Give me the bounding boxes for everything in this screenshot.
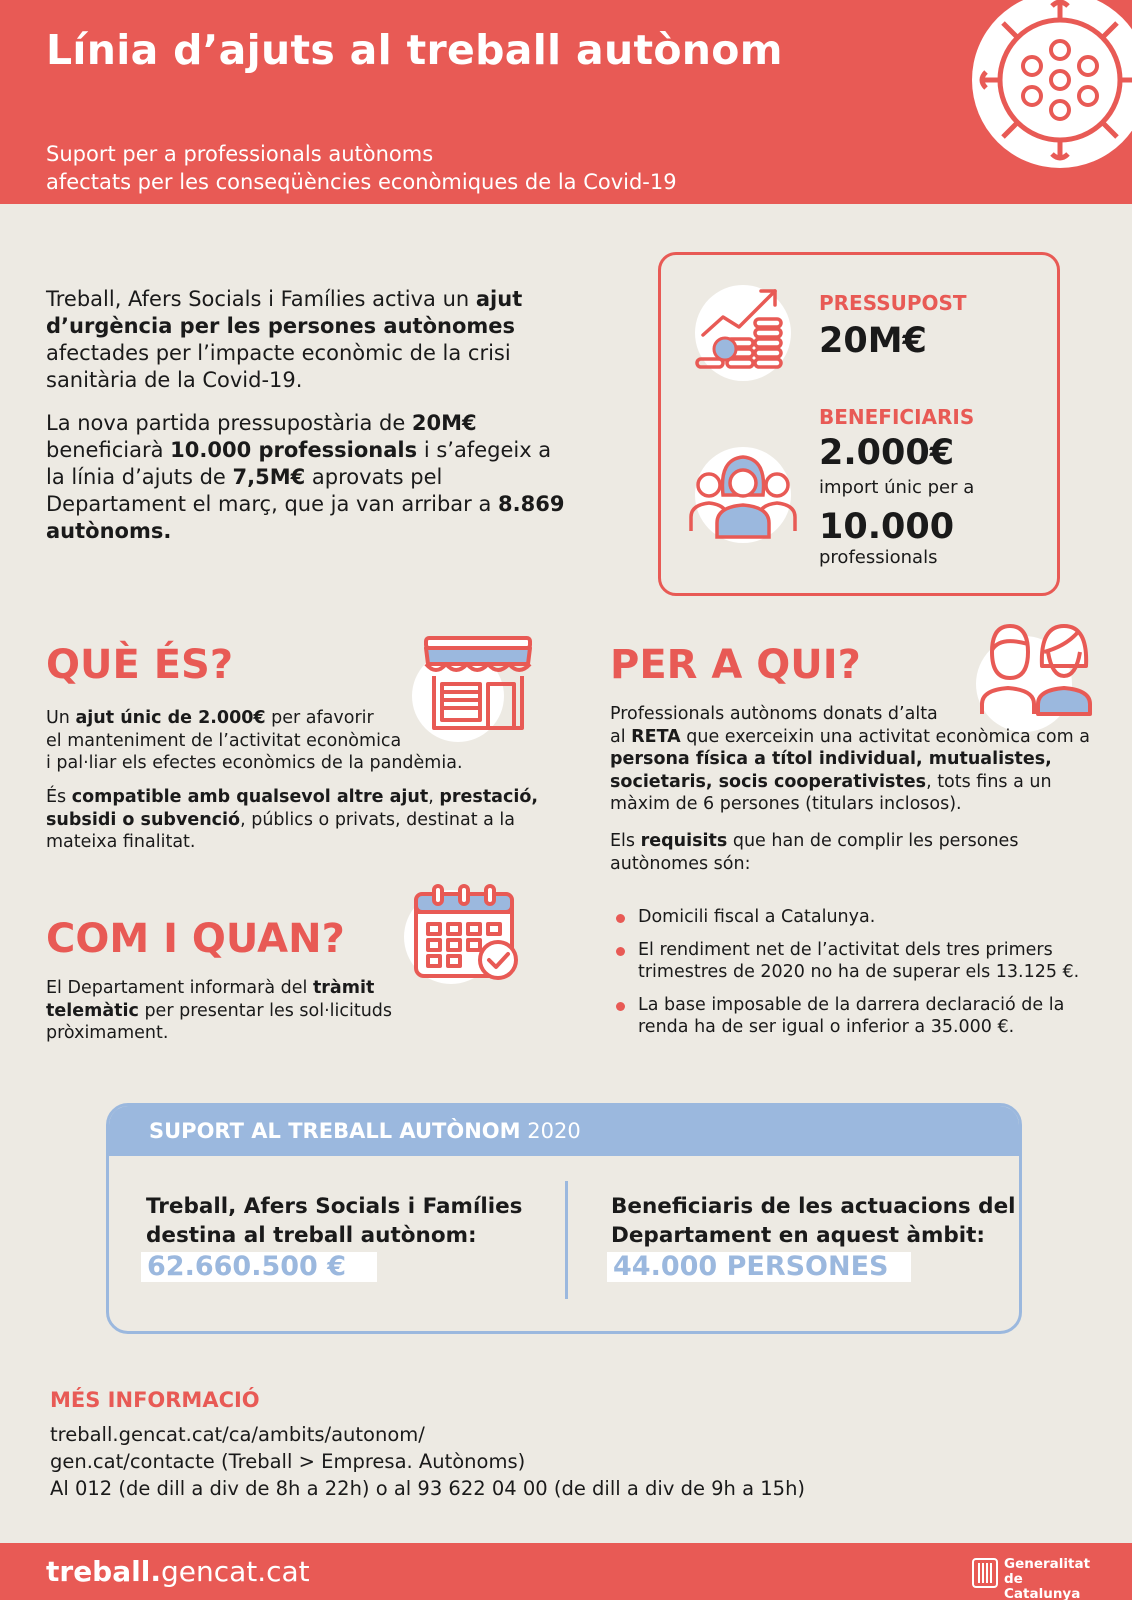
amount-caption: import únic per a: [819, 477, 975, 498]
que-es-paragraph-2: És compatible amb qualsevol altre ajut, prestació, subsidi o subvenció, públics o privats, destinat a la mateixa finalitat.: [46, 787, 539, 852]
support-divider: [565, 1181, 568, 1299]
list-item: El rendiment net de l’activitat dels tres primers trimestres de 2020 no ha de superar els 13.125 €.: [610, 939, 1080, 984]
com-quan-paragraph: El Departament informarà del tràmit telemàtic per presentar les sol·licituds pròximament.: [46, 978, 393, 1043]
support-left-label: Treball, Afers Socials i Famílies destina al treball autònom:: [146, 1194, 523, 1248]
per-a-qui-paragraph-1: Professionals autònoms donats d’alta al RETA que exerceixin una activitat econòmica com a persona física a títol individual, mutualistes, societaris, socis cooperativistes, tots fins a un màxim de 6 persones (titulars inclosos).: [610, 704, 1090, 814]
page-subtitle: [46, 140, 677, 196]
support-header: SUPORT AL TREBALL AUTÒNOM 2020: [109, 1106, 1019, 1156]
intro-paragraph-2: La nova partida pressupostària de 20M€ beneficiarà 10.000 professionals i s’afegeix a la línia d’ajuts de 7,5M€ aprovats pel Departament el març, que ja van arribar a 8.869 autònoms.: [46, 411, 565, 543]
footer-url[interactable]: treball.gencat.cat: [46, 1555, 310, 1588]
support-left-value: 62.660.500 €: [141, 1252, 377, 1282]
subtitle-line-2: afectats per les conseqüències econòmiques de la Covid-19: [46, 170, 677, 194]
count-caption: professionals: [819, 547, 938, 568]
generalitat-logo-icon: [972, 1558, 998, 1588]
chart-coins-icon: [691, 283, 795, 383]
com-quan-title: COM I QUAN?: [46, 916, 345, 962]
intro-paragraph-1: Treball, Afers Socials i Famílies activa un ajut d’urgència per les persones autònomes afectades per l’impacte econòmic de la crisi sanitària de la Covid-19.: [46, 287, 523, 392]
more-info-link[interactable]: gen.cat/contacte (Treball > Empresa. Autònoms): [50, 1450, 526, 1473]
more-info-lines: [50, 1421, 805, 1502]
stats-box: [658, 252, 1060, 596]
more-info-title: MÉS INFORMACIÓ: [50, 1388, 260, 1412]
support-right-label: Beneficiaris de les actuacions del Departament en aquest àmbit:: [611, 1194, 1016, 1248]
generalitat-logo: Generalitat de Catalunya: [972, 1556, 1102, 1590]
budget-label: PRESSUPOST: [819, 291, 967, 315]
per-a-qui-title: PER A QUI?: [610, 642, 861, 688]
man-woman-icon: [978, 622, 1094, 716]
more-info-link[interactable]: treball.gencat.cat/ca/ambits/autonom/: [50, 1423, 425, 1446]
people-group-icon: [687, 445, 799, 545]
list-item: Domicili fiscal a Catalunya.: [610, 906, 1080, 929]
per-a-qui-paragraph-2: Els requisits que han de complir les persones autònomes són:: [610, 831, 1019, 874]
budget-value: 20M€: [819, 321, 927, 361]
que-es-paragraph-1: Un ajut únic de 2.000€ per afavorir el manteniment de l’activitat econòmica i pal·liar els efectes econòmics de la pandèmia.: [46, 708, 463, 773]
amount-value: 2.000€: [819, 433, 955, 473]
page-title: Línia d’ajuts al treball autònom: [46, 26, 783, 74]
requirements-list: [610, 906, 1080, 1049]
que-es-title: QUÈ ÉS?: [46, 642, 234, 688]
footer: [0, 1543, 1132, 1600]
support-right-value: 44.000 PERSONES: [607, 1252, 911, 1282]
beneficiaries-label: BENEFICIARIS: [819, 405, 975, 429]
more-info-phone: Al 012 (de dill a div de 8h a 22h) o al 93 622 04 00 (de dill a div de 9h a 15h): [50, 1477, 806, 1500]
support-box: [106, 1103, 1022, 1334]
header-banner: [0, 0, 1132, 204]
list-item: La base imposable de la darrera declaració de la renda ha de ser igual o inferior a 35.000 €.: [610, 994, 1080, 1039]
count-value: 10.000: [819, 507, 955, 547]
coronavirus-icon: [968, 0, 1132, 172]
subtitle-line-1: Suport per a professionals autònoms: [46, 142, 434, 166]
calendar-check-icon: [412, 884, 522, 984]
